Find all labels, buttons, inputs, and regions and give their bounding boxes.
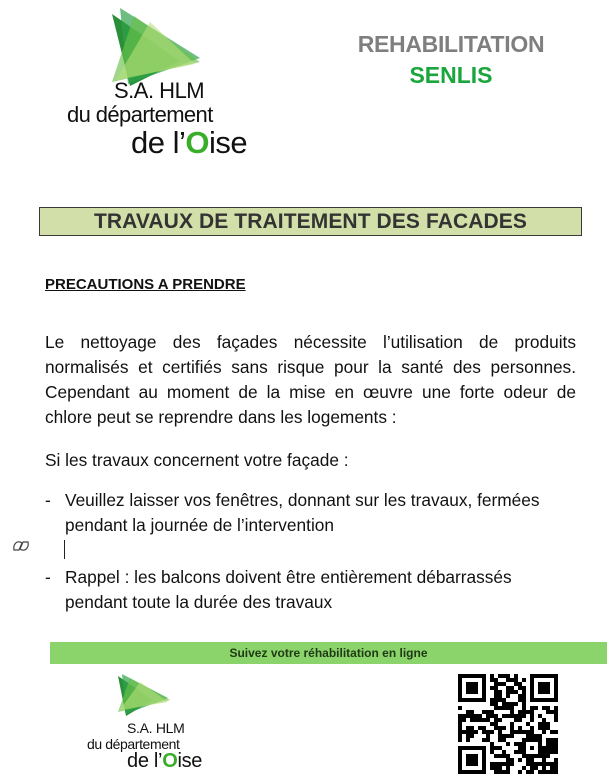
footer-logo-line3: de l’Oise xyxy=(127,750,203,772)
list-item-text: Veuillez laisser vos fenêtres, donnant sur les travaux, fermées pendant la journée de l’intervention xyxy=(65,490,540,535)
copilot-icon[interactable] xyxy=(12,539,30,553)
text-cursor xyxy=(64,540,65,559)
condition-paragraph: Si les travaux concernent votre façade : xyxy=(45,450,349,470)
logo-triangles-icon xyxy=(108,672,218,722)
page-banner-title: TRAVAUX DE TRAITEMENT DES FACADES xyxy=(39,207,582,236)
footer-logo-line1: S.A. HLM xyxy=(127,720,185,736)
list-item-text: Rappel : les balcons doivent être entièrement débarrassés pendant toute la durée des travaux xyxy=(65,567,512,612)
list-item xyxy=(45,488,576,538)
bullet-marker: - xyxy=(45,490,51,510)
title-rehabilitation: REHABILITATION xyxy=(357,31,545,57)
section-heading: PRECAUTIONS A PRENDRE xyxy=(45,276,246,293)
header-title xyxy=(345,31,557,89)
intro-paragraph: Le nettoyage des façades nécessite l’utilisation de produits normalisés et certifiés sans risque pour la santé des personnes. Cependant au moment de la mise en œuvre une forte odeur de chlore peut se reprendre dans les logements : xyxy=(45,332,576,427)
logo-text-line3: de l’Oise xyxy=(131,125,248,160)
qr-code-icon[interactable] xyxy=(458,674,558,774)
bullet-marker: - xyxy=(45,567,51,587)
list-item xyxy=(45,565,576,615)
logo-text-line1: S.A. HLM xyxy=(114,78,205,103)
footer-bar: Suivez votre réhabilitation en ligne xyxy=(50,642,607,664)
footer-logo-line2: du département xyxy=(87,736,180,752)
logo-text-line2: du département xyxy=(67,102,213,127)
title-city: SENLIS xyxy=(409,62,493,88)
